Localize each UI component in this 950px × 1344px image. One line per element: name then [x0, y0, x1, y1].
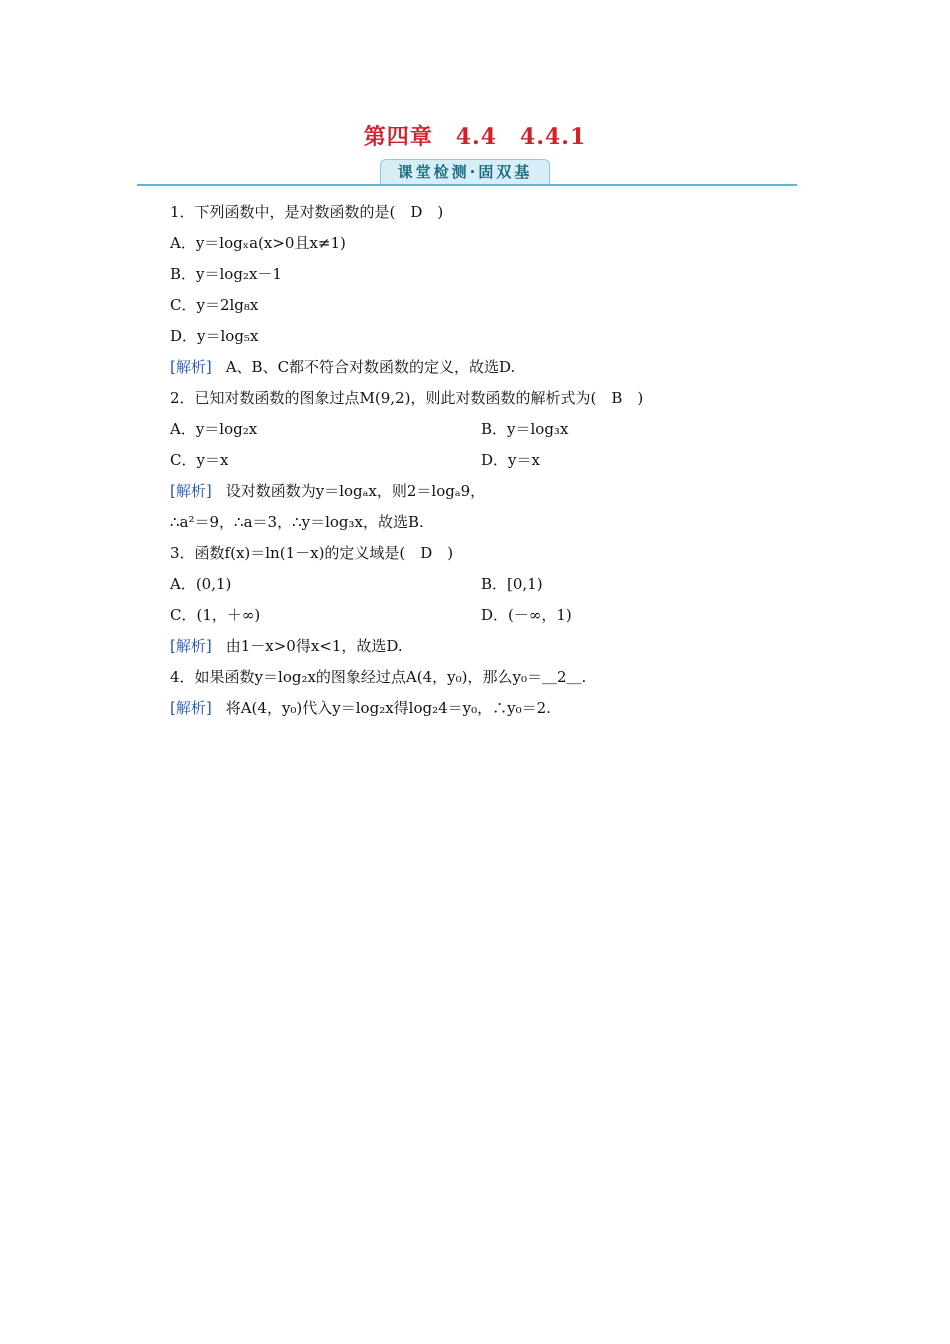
question-4-explanation: [解析] 将A(4，y₀)代入y＝log₂x得log₂4＝y₀，∴y₀＝2. [170, 699, 551, 717]
question-3-option-a: A．(0,1) [170, 575, 232, 593]
question-1 [170, 197, 770, 228]
question-2-options-row-2 [170, 445, 770, 476]
question-3-options-row-2 [170, 600, 770, 631]
question-3-text: 3．函数f(x)＝ln(1－x)的定义域是( D ) [170, 544, 454, 562]
question-1-option-c: C．y＝2lg₈x [170, 296, 259, 314]
header-rule [137, 184, 797, 186]
explanation-tag: [解析] [170, 699, 212, 717]
question-list [170, 197, 770, 724]
question-2 [170, 383, 770, 414]
question-2-text: 2．已知对数函数的图象过点M(9,2)，则此对数函数的解析式为( B ) [170, 389, 644, 407]
question-2-explanation: [解析] 设对数函数为y＝logₐx，则2＝logₐ9， [170, 482, 486, 500]
section-banner: 课堂检测·固双基 [380, 159, 550, 184]
question-1-option-d: D．y＝log₅x [170, 327, 259, 345]
question-2-options-row-1 [170, 414, 770, 445]
explanation-tag: [解析] [170, 358, 212, 376]
question-3-option-d: D．(－∞，1) [481, 606, 572, 624]
question-2-option-a: A．y＝log₂x [170, 420, 258, 438]
question-4 [170, 662, 770, 693]
question-4-text: 4．如果函数y＝log₂x的图象经过点A(4，y₀)，那么y₀＝＿2＿. [170, 668, 587, 686]
question-2-option-c: C．y＝x [170, 451, 229, 469]
chapter-title: 第四章 4.4 4.4.1 [363, 124, 587, 150]
question-1-text: 1．下列函数中，是对数函数的是( D ) [170, 203, 444, 221]
question-1-option-b: B．y＝log₂x－1 [170, 265, 282, 283]
question-3-explanation: [解析] 由1－x>0得x<1，故选D. [170, 637, 403, 655]
question-3 [170, 538, 770, 569]
explanation-tag: [解析] [170, 482, 212, 500]
question-1-option-a: A．y＝logₓa(x>0且x≠1) [170, 234, 346, 252]
question-2-explanation-cont: ∴a²＝9，∴a＝3，∴y＝log₃x，故选B. [170, 513, 424, 531]
explanation-tag: [解析] [170, 637, 212, 655]
question-2-option-b: B．y＝log₃x [481, 420, 569, 438]
question-1-explanation: [解析] A、B、C都不符合对数函数的定义，故选D. [170, 358, 516, 376]
question-3-option-b: B．[0,1) [481, 575, 543, 593]
question-3-options-row-1 [170, 569, 770, 600]
question-3-option-c: C．(1，＋∞) [170, 606, 261, 624]
question-2-option-d: D．y＝x [481, 451, 540, 469]
